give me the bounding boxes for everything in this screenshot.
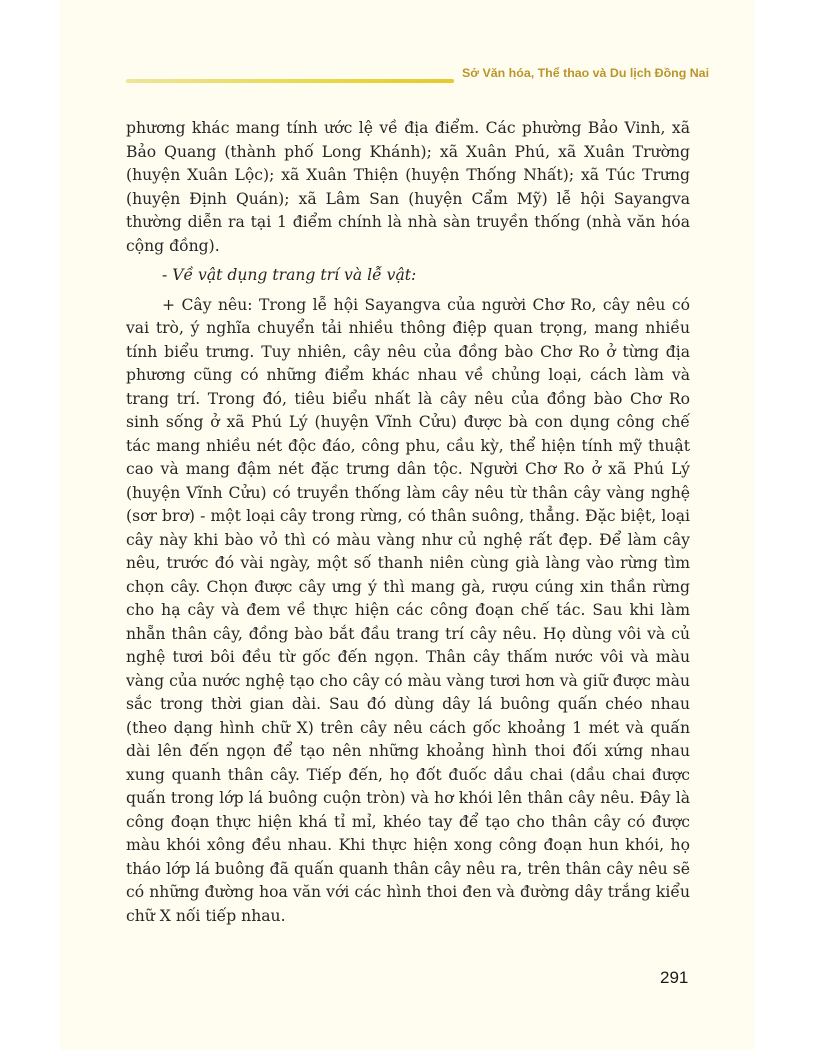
- body-text: [126, 117, 690, 934]
- section-subheading: - Về vật dụng trang trí và lễ vật:: [162, 266, 417, 284]
- page-number: 291: [660, 968, 689, 987]
- paragraph: phương khác mang tính ước lệ về địa điểm. Các phường Bảo Vinh, xã Bảo Quang (thành phố Long Khánh); xã Xuân Phú, xã Xuân Trường (huyện Xuân Lộc); xã Xuân Thiện (huyện Thống Nhất); xã Túc Trưng (huyện Định Quán); xã Lâm San (huyện Cẩm Mỹ) lễ hội Sayangva thường diễn ra tại 1 điểm chính là nhà sàn truyền thống (nhà văn hóa cộng đồng).: [126, 119, 690, 255]
- paragraph: + Cây nêu: Trong lễ hội Sayangva của người Chơ Ro, cây nêu có vai trò, ý nghĩa chuyển tải nhiều thông điệp quan trọng, mang nhiều tính biểu trưng. Tuy nhiên, cây nêu của đồng bào Chơ Ro ở từng địa phương cũng có những điểm khác nhau về chủng loại, cách làm và trang trí. Trong đó, tiêu biểu nhất là cây nêu của đồng bào Chơ Ro sinh sống ở xã Phú Lý (huyện Vĩnh Cửu) được bà con dụng công chế tác mang nhiều nét độc đáo, công phu, cầu kỳ, thể hiện tính mỹ thuật cao và mang đậm nét đặc trưng dân tộc. Người Chơ Ro ở xã Phú Lý (huyện Vĩnh Cửu) có truyền thống làm cây nêu từ thân cây vàng nghệ (sơr brơ) - một loại cây trong rừng, có thân suông, thẳng. Đặc biệt, loại cây này khi bào vỏ thì có màu vàng như củ nghệ rất đẹp. Để làm cây nêu, trước đó vài ngày, một số thanh niên cùng già làng vào rừng tìm chọn cây. Chọn được cây ưng ý thì mang gà, rượu cúng xin thần rừng cho hạ cây và đem về thực hiện các công đoạn chế tác. Sau khi làm nhẵn thân cây, đồng bào bắt đầu trang trí cây nêu. Họ dùng vôi và củ nghệ tươi bôi đều từ gốc đến ngọn. Thân cây thấm nước vôi và màu vàng của nước nghệ tạo cho cây có màu vàng tươi hơn và giữ được màu sắc trong thời gian dài. Sau đó dùng dây lá buông quấn chéo nhau (theo dạng hình chữ X) trên cây nêu cách gốc khoảng 1 mét và quấn dài lên đến ngọn để tạo nên những khoảng hình thoi đối xứng nhau xung quanh thân cây. Tiếp đến, họ đốt đuốc dầu chai (dầu chai được quấn trong lớp lá buông cuộn tròn) và hơ khói lên thân cây nêu. Đây là công đoạn thực hiện khá tỉ mỉ, khéo tay để tạo cho thân cây có được màu khói xông đều nhau. Khi thực hiện xong công đoạn hun khói, họ tháo lớp lá buông đã quấn quanh thân cây nêu ra, trên thân cây nêu sẽ có những đường hoa văn với các hình thoi đen và đường dây trắng kiểu chữ X nối tiếp nhau.: [126, 295, 690, 925]
- running-header: Sở Văn hóa, Thể thao và Du lịch Đồng Nai: [462, 66, 710, 80]
- header-rule: [126, 79, 454, 83]
